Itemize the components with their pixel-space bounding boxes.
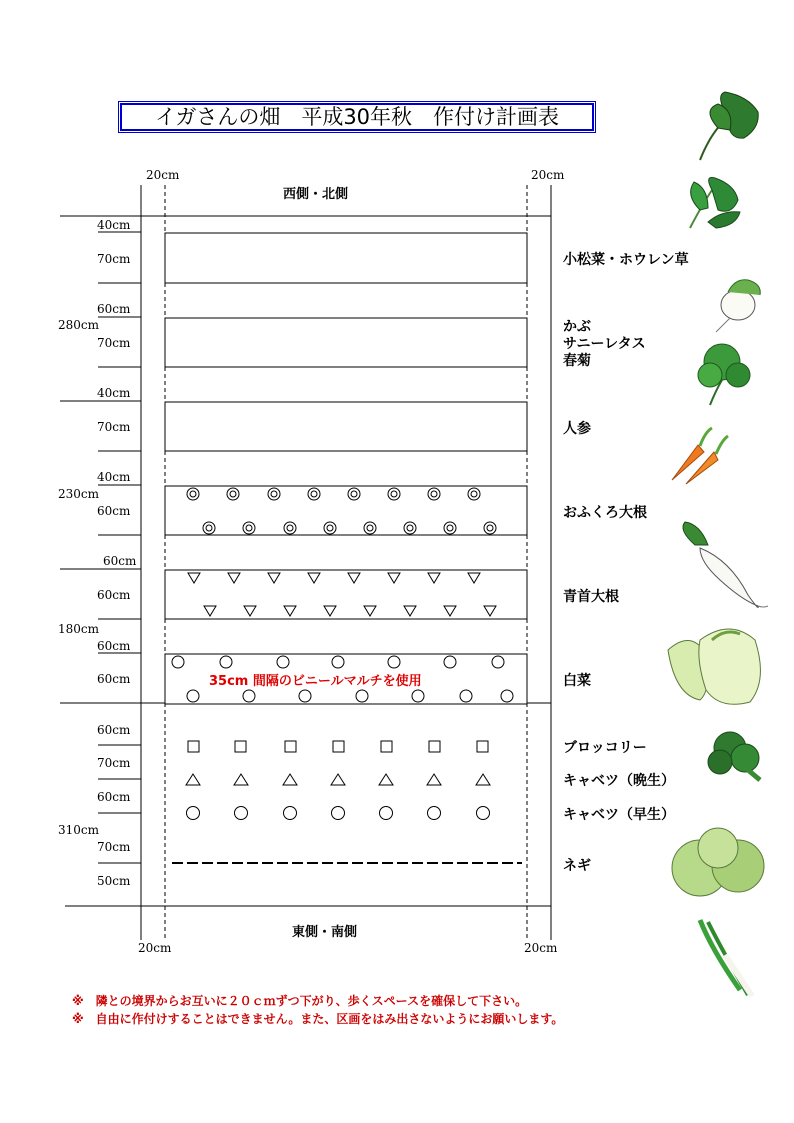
- footer-note: ※ 隣との境界からお互いに２０ｃｍずつ下がり、歩くスペースを確保して下さい。: [72, 994, 528, 1008]
- crop-label: 青首大根: [563, 589, 619, 605]
- row-label: 60cm: [97, 302, 131, 316]
- bottom-side-label: 東側・南側: [292, 925, 358, 940]
- footer-note: ※ 自由に作付けすることはできません。また、区画をはみ出さないようにお願いします。: [72, 1012, 564, 1026]
- cabbage-late-plants: [186, 774, 490, 785]
- row-label: 70cm: [97, 336, 131, 350]
- crop-label: 春菊: [563, 353, 591, 369]
- row-label: 40cm: [97, 218, 131, 232]
- crop-label: キャベツ（早生）: [563, 807, 675, 823]
- margin-bottom-left: 20cm: [138, 941, 172, 955]
- group-label: 310cm: [58, 823, 100, 837]
- crop-label: 白菜: [563, 673, 591, 689]
- margin-top-left: 20cm: [146, 168, 180, 182]
- row-label: 70cm: [97, 252, 131, 266]
- row-label: 70cm: [97, 756, 131, 770]
- row-label: 60cm: [97, 639, 131, 653]
- mulch-note: 35cm 間隔のビニールマルチを使用: [209, 674, 422, 689]
- crop-label: ブロッコリー: [563, 740, 647, 756]
- row-label: 40cm: [97, 470, 131, 484]
- crop-label: ネギ: [563, 858, 591, 874]
- row-label: 70cm: [97, 420, 131, 434]
- broccoli-plants: [188, 741, 488, 752]
- crop-label: かぶ: [563, 319, 591, 335]
- row-label: 40cm: [97, 386, 131, 400]
- group-label: 280cm: [58, 318, 100, 332]
- group-label: 180cm: [58, 622, 100, 636]
- row-label: 60cm: [103, 554, 137, 568]
- row-label: 60cm: [97, 588, 131, 602]
- crop-label: 人参: [563, 421, 591, 437]
- row-label: 60cm: [97, 790, 131, 804]
- margin-bottom-right: 20cm: [524, 941, 558, 955]
- crop-label: 小松菜・ホウレン草: [563, 252, 689, 268]
- row-label: 70cm: [97, 840, 131, 854]
- row-label: 60cm: [97, 672, 131, 686]
- margin-top-right: 20cm: [531, 168, 565, 182]
- crop-label: サニーレタス: [563, 336, 646, 352]
- top-side-label: 西側・北側: [283, 187, 349, 202]
- row-label: 60cm: [97, 504, 131, 518]
- cabbage-early-plants: [187, 807, 490, 820]
- group-label: 230cm: [58, 487, 100, 501]
- row-label: 60cm: [97, 723, 131, 737]
- crop-label: キャベツ（晩生）: [563, 773, 675, 789]
- page-title: イガさんの畑 平成30年秋 作付け計画表: [120, 103, 594, 131]
- row-label: 50cm: [97, 874, 131, 888]
- crop-label: おふくろ大根: [563, 505, 647, 521]
